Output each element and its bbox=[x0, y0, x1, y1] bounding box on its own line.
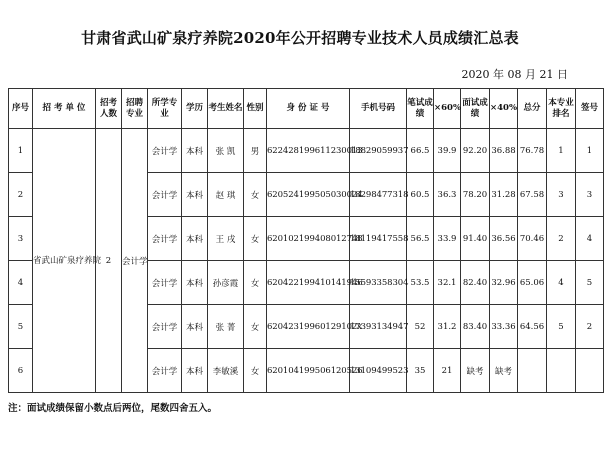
id-number-cell: 620524199505030024 bbox=[267, 173, 350, 217]
header-cell: ×40% bbox=[490, 89, 518, 129]
header-cell: 所学专业 bbox=[148, 89, 182, 129]
name-cell: 张 凯 bbox=[208, 129, 244, 173]
interview-weighted-cell: 31.28 bbox=[490, 173, 518, 217]
phone-cell: 18829059937 bbox=[350, 129, 407, 173]
header-cell: 考生姓名 bbox=[208, 89, 244, 129]
header-cell: 总分 bbox=[518, 89, 547, 129]
sign-number-cell: 1 bbox=[576, 129, 604, 173]
row-number-cell: 5 bbox=[9, 305, 33, 349]
written-weighted-cell: 32.1 bbox=[434, 261, 461, 305]
phone-cell: 17393134947 bbox=[350, 305, 407, 349]
interview-weighted-cell: 缺考 bbox=[490, 349, 518, 393]
header-cell: 性别 bbox=[244, 89, 267, 129]
sign-number-cell: 5 bbox=[576, 261, 604, 305]
header-cell: 面试成绩 bbox=[461, 89, 490, 129]
report-date: 2020 年 08 月 21 日 bbox=[461, 68, 568, 81]
footnote: 注：面试成绩保留小数点后两位，尾数四舍五入。 bbox=[8, 403, 218, 414]
interview-weighted-cell: 36.56 bbox=[490, 217, 518, 261]
written-score-cell: 66.5 bbox=[407, 129, 434, 173]
interview-score-cell: 缺考 bbox=[461, 349, 490, 393]
major-cell: 会计学 bbox=[148, 305, 182, 349]
name-cell: 赵 琪 bbox=[208, 173, 244, 217]
phone-cell: 15593358304 bbox=[350, 261, 407, 305]
interview-score-cell: 83.40 bbox=[461, 305, 490, 349]
rank-cell: 3 bbox=[547, 173, 576, 217]
hire-count-cell: 2 bbox=[96, 129, 122, 393]
total-score-cell: 67.58 bbox=[518, 173, 547, 217]
phone-cell: 18298477318 bbox=[350, 173, 407, 217]
interview-score-cell: 82.40 bbox=[461, 261, 490, 305]
written-weighted-cell: 39.9 bbox=[434, 129, 461, 173]
header-cell: 学历 bbox=[182, 89, 208, 129]
header-cell: ×60% bbox=[434, 89, 461, 129]
name-cell: 张 菁 bbox=[208, 305, 244, 349]
id-number-cell: 622428199611230013 bbox=[267, 129, 350, 173]
interview-weighted-cell: 33.36 bbox=[490, 305, 518, 349]
education-cell: 本科 bbox=[182, 129, 208, 173]
written-score-cell: 56.5 bbox=[407, 217, 434, 261]
document-title: 甘肃省武山矿泉疗养院2020年公开招聘专业技术人员成绩汇总表 bbox=[81, 29, 519, 47]
table-row bbox=[9, 129, 604, 173]
written-score-cell: 60.5 bbox=[407, 173, 434, 217]
id-number-cell: 620102199408012748 bbox=[267, 217, 350, 261]
gender-cell: 女 bbox=[244, 261, 267, 305]
header-cell: 笔试成绩 bbox=[407, 89, 434, 129]
rank-cell: 1 bbox=[547, 129, 576, 173]
header-cell: 招聘专业 bbox=[122, 89, 148, 129]
written-weighted-cell: 36.3 bbox=[434, 173, 461, 217]
major-cell: 会计学 bbox=[148, 349, 182, 393]
employer-cell: 省武山矿泉疗养院 bbox=[33, 129, 96, 393]
total-score-cell bbox=[518, 349, 547, 393]
rank-cell: 2 bbox=[547, 217, 576, 261]
id-number-cell: 620422199410141946 bbox=[267, 261, 350, 305]
major-cell: 会计学 bbox=[148, 173, 182, 217]
row-number-cell: 1 bbox=[9, 129, 33, 173]
name-cell: 李敏溪 bbox=[208, 349, 244, 393]
gender-cell: 女 bbox=[244, 173, 267, 217]
header-cell: 手机号码 bbox=[350, 89, 407, 129]
written-weighted-cell: 21 bbox=[434, 349, 461, 393]
sign-number-cell: 4 bbox=[576, 217, 604, 261]
education-cell: 本科 bbox=[182, 173, 208, 217]
rank-cell: 4 bbox=[547, 261, 576, 305]
id-number-cell: 62042319960129102x bbox=[267, 305, 350, 349]
gender-cell: 男 bbox=[244, 129, 267, 173]
total-score-cell: 65.06 bbox=[518, 261, 547, 305]
name-cell: 孙彦霞 bbox=[208, 261, 244, 305]
row-number-cell: 2 bbox=[9, 173, 33, 217]
written-score-cell: 52 bbox=[407, 305, 434, 349]
header-cell: 身 份 证 号 bbox=[267, 89, 350, 129]
header-cell: 招考人数 bbox=[96, 89, 122, 129]
hire-major-cell: 会计学 bbox=[122, 129, 148, 393]
score-table bbox=[8, 88, 604, 393]
total-score-cell: 70.46 bbox=[518, 217, 547, 261]
phone-cell: 18119417558 bbox=[350, 217, 407, 261]
gender-cell: 女 bbox=[244, 305, 267, 349]
header-cell: 招 考 单 位 bbox=[33, 89, 96, 129]
education-cell: 本科 bbox=[182, 305, 208, 349]
education-cell: 本科 bbox=[182, 261, 208, 305]
id-number-cell: 620104199506120526 bbox=[267, 349, 350, 393]
major-cell: 会计学 bbox=[148, 217, 182, 261]
name-cell: 王 戌 bbox=[208, 217, 244, 261]
row-number-cell: 6 bbox=[9, 349, 33, 393]
gender-cell: 女 bbox=[244, 217, 267, 261]
interview-weighted-cell: 32.96 bbox=[490, 261, 518, 305]
major-cell: 会计学 bbox=[148, 129, 182, 173]
major-cell: 会计学 bbox=[148, 261, 182, 305]
education-cell: 本科 bbox=[182, 349, 208, 393]
sign-number-cell bbox=[576, 349, 604, 393]
gender-cell: 女 bbox=[244, 349, 267, 393]
header-cell: 本专业排名 bbox=[547, 89, 576, 129]
interview-weighted-cell: 36.88 bbox=[490, 129, 518, 173]
row-number-cell: 3 bbox=[9, 217, 33, 261]
written-weighted-cell: 33.9 bbox=[434, 217, 461, 261]
total-score-cell: 76.78 bbox=[518, 129, 547, 173]
written-score-cell: 53.5 bbox=[407, 261, 434, 305]
sign-number-cell: 2 bbox=[576, 305, 604, 349]
row-number-cell: 4 bbox=[9, 261, 33, 305]
header-cell: 序号 bbox=[9, 89, 33, 129]
written-score-cell: 35 bbox=[407, 349, 434, 393]
header-row bbox=[9, 89, 604, 129]
education-cell: 本科 bbox=[182, 217, 208, 261]
written-weighted-cell: 31.2 bbox=[434, 305, 461, 349]
rank-cell: 5 bbox=[547, 305, 576, 349]
total-score-cell: 64.56 bbox=[518, 305, 547, 349]
rank-cell bbox=[547, 349, 576, 393]
header-cell: 签号 bbox=[576, 89, 604, 129]
phone-cell: 13109499523 bbox=[350, 349, 407, 393]
interview-score-cell: 92.20 bbox=[461, 129, 490, 173]
sign-number-cell: 3 bbox=[576, 173, 604, 217]
interview-score-cell: 78.20 bbox=[461, 173, 490, 217]
interview-score-cell: 91.40 bbox=[461, 217, 490, 261]
